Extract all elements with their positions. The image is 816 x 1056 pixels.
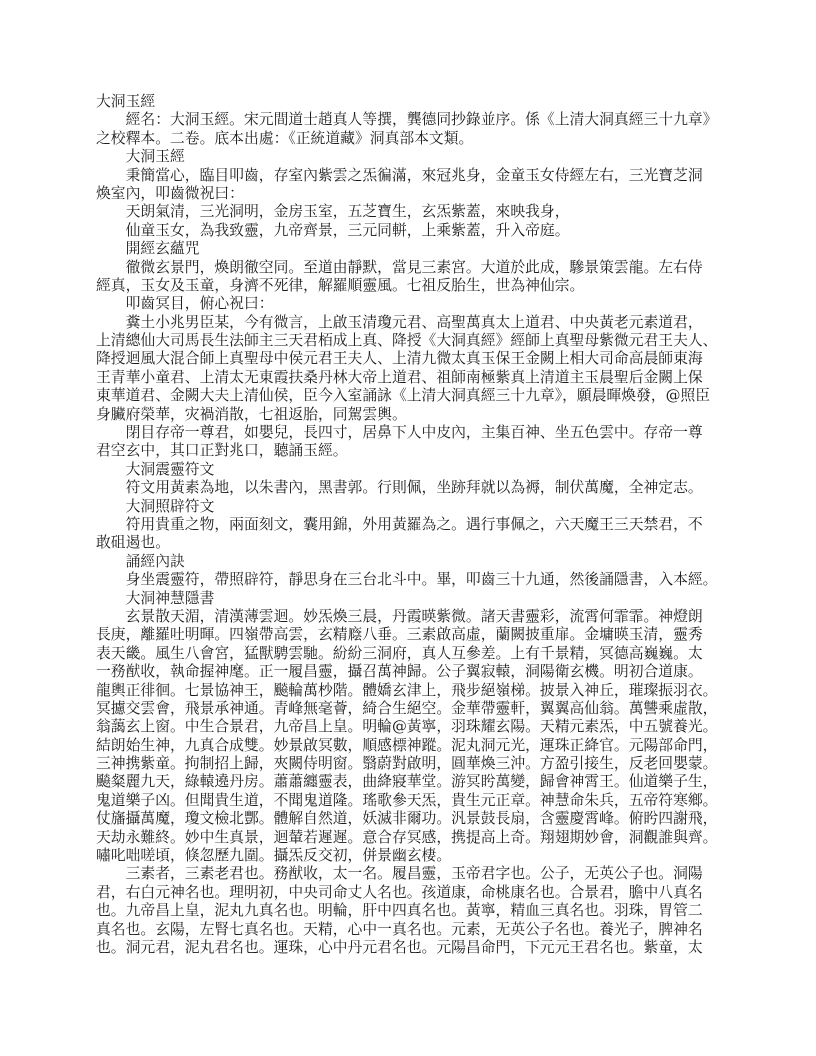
text-line: 誦經內訣 [96,552,185,570]
text-line: 經名：大洞玉經。宋元間道士趙真人等撰，龔德同抄錄並序。係《上清大洞真經三十九章》 [96,111,718,129]
text-line: 仗旛攝萬魔，瓊文檢北酆。體解自然道，妖滅非爾功。汎景鼓長扇，含靈慶霄峰。俯盻四謝飛， [96,810,718,828]
text-line: 天朗氣清，三光洞明，金房玉室，五芝寶生，玄炁紫蓋，來映我身， [96,203,570,221]
text-line: 敢砠遏也。 [96,534,170,552]
text-line: 一務猷收，執命握神麾。正一履昌靈，攝召萬神歸。公子翼寂轅，洞陽衛玄機。明初合道康。 [96,663,703,681]
text-line: 東華道君、金闕大夫上清仙侯，臣今入室誦詠《上清大洞真經三十九章》，願晨暉煥發，@照臣 [96,387,711,405]
text-line: 真名也。玄陽，左腎七真名也。天精，心中一真名也。元素，无英公子名也。養光子，脾神名 [96,920,703,938]
text-line: 長庚，離羅吐明暉。四嶺帶高雲，玄精廕八垂。三素啟高虛，蘭闕披重扉。金墉暎玉清，靈秀 [96,626,703,644]
text-line: 符文用黃素為地，以朱書內，黑書郭。行則佩，坐跡拜就以為褥，制伏萬魔，全神定志。 [96,479,703,497]
text-line: 天劫永難終。妙中生真景，迴輦若遲遲。意合存冥感，携提高上奇。翔翅期妙會，洞觀誰與齊。 [96,828,718,846]
text-line: 也。九帝昌上皇，泥丸九真名也。明輪，肝中四真名也。黃寧，精血三真名也。羽珠，胃管二 [96,902,703,920]
text-line: 也。洞元君，泥丸君名也。運珠，心中丹元君名也。元陽昌命門，下元元王君名也。紫童，太 [96,938,703,956]
text-line: 秉簡當心，臨目叩齒，存室內紫雲之炁徧滿，來冠兆身，金童玉女侍經左右，三光寶芝洞 [96,166,703,184]
text-line: 冥攄交雲會，飛景承神通。青峰無毫薈，綺合生絕空。金華帶靈軒，翼翼高仙翁。萬讐乘虛散， [96,699,718,717]
text-line: 大洞神慧隱書 [96,589,215,607]
text-line: 飈粲麗九天，綠轅遶丹房。蕭蕭纏靈表，曲絳寢華堂。游冥盻萬變，歸會神霄王。仙道樂子生， [96,773,718,791]
text-line: 表天畿。風生八會宮，猛獸騁雲馳。紛紛三洞府，真人互參差。上有千景精，冥德高巍巍。太 [96,644,703,662]
text-line: 君空玄中，其口正對兆口，聽誦玉經。 [96,442,348,460]
text-line: 仙童玉女，為我致靈，九帝齊景，三元同軿，上乘紫蓋，升入帝庭。 [96,221,570,239]
text-line: 煥室內，叩齒微祝曰： [96,184,244,202]
text-line: 降授迴風大混合師上真聖母中侯元君王夫人、上清九微太真玉保王金闕上相大司命高晨師東海 [96,350,703,368]
text-line: 玄景散天湄，清漢薄雲迴。妙炁煥三晨，丹霞暎紫微。諸天書靈彩，流霄何霏霏。神燈朗 [96,607,703,625]
text-line: 徹微玄景門，煥朗徹空同。至道由靜默，當見三素宮。大道於此成，驂景策雲龍。左右侍 [96,258,703,276]
text-line: 上清總仙大司馬長生法師主三天君栢成上真、降授《大洞真經》經師上真聖母紫微元君王夫人、 [96,332,718,350]
text-line: 符用貴重之物，兩面刻文，囊用錦，外用黃羅為之。遇行事佩之，六天魔王三天禁君，不 [96,515,703,533]
text-line: 大洞玉經 [96,148,185,166]
text-line: 開經玄蘊咒 [96,240,200,258]
text-line: 大洞照辟符文 [96,497,215,515]
text-line: 糞土小兆男臣某，今有微言，上啟玉清瓊元君、高聖萬真太上道君、中央黃老元素道君， [96,313,703,331]
text-line: 經真，玉女及玉童，身濟不死律，解羅順靈風。七祖反胎生，世為神仙宗。 [96,276,585,294]
text-line: 王青華小童君、上清太无東霞扶桑丹林大帝上道君、祖師南極紫真上清道主玉晨聖后金闕上保 [96,368,703,386]
text-line: 龍輿正徘徊。七景協神王，飈輪萬杪階。體嬌玄津上，飛步絕嶺梯。披景入神丘，璀璨振羽衣。 [96,681,718,699]
text-line: 翁藹玄上窗。中生合景君，九帝昌上皇。明輪@黃寧，羽珠耀玄陽。天精元素炁，中五號養光。 [96,718,718,736]
text-line: 鬼道樂子凶。但聞貴生道，不聞鬼道隆。瑤歌參天炁，貴生元正章。神慧命朱兵，五帝符寒鄉。 [96,791,718,809]
text-line: 叩齒冥目，俯心祝曰： [96,295,274,313]
text-line: 身坐震靈符，帶照辟符，靜思身在三台北斗中。畢，叩齒三十九通，然後誦隱書，入本經。 [96,571,718,589]
text-line: 結朗始生神，九真合成雙。妙景啟冥數，順感標神蹤。泥丸洞元光，運珠正絳官。元陽部命門， [96,736,718,754]
text-line: 三素者，三素老君也。務猷收，太一名。履昌靈，玉帝君字也。公子，无英公子也。洞陽 [96,865,703,883]
text-line: 之校釋本。二卷。底本出處：《正統道藏》洞真部本文類。 [96,129,474,147]
text-line: 三神携紫童。拘制招上歸，夾闕侍明窗。翳蔚對啟明，圓華煥三沖。方盈引接生，反老回嬰蒙。 [96,755,718,773]
text-line: 君，右白元神名也。理明初，中央司命丈人名也。孩道康，命桃康名也。合景君，膽中八真名 [96,883,703,901]
text-line: 嘯叱咄嗟頃，倏忽歷九圍。攝炁反交初，併景幽玄棲。 [96,847,452,865]
text-line: 大洞震靈符文 [96,460,215,478]
text-line: 大洞玉經 [96,93,156,110]
document-text [96,93,724,957]
text-line: 閉目存帝一尊君，如嬰兒，長四寸，居鼻下人中皮內，主集百神、坐五色雲中。存帝一尊 [96,424,703,442]
text-line: 身臟府榮華，灾禍消散，七祖返胎，同駕雲輿。 [96,405,407,423]
